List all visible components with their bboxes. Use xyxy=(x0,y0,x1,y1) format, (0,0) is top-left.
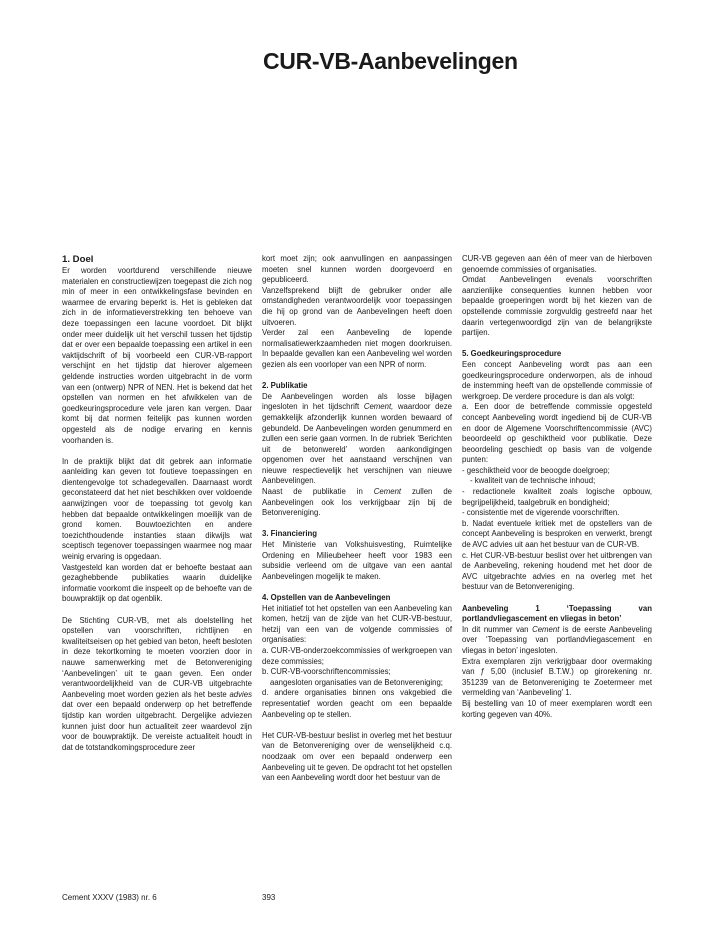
paragraph: Bij bestelling van 10 of meer exemplaren wordt een korting gegeven van 40%. xyxy=(462,698,652,719)
section-heading-financiering: 3. Financiering xyxy=(262,529,318,539)
footer-journal: Cement XXXV (1983) nr. 6 xyxy=(62,893,157,902)
text-column-3 xyxy=(462,254,652,720)
paragraph: Het CUR-VB-bestuur beslist in overleg met het bestuur van de Betonvereniging over de wenselijkheid c.q. noodzaak om over een bepaald onderwerp een Aanbeveling uit te geven. De opdracht tot het opstellen van een Aanbeveling wordt door het bestuur van de xyxy=(262,730,452,783)
paragraph: Verder zal een Aanbeveling de lopende normalisatiewerkzaamheden niet mogen doorkruisen. In bepaalde gevallen kan een Aanbeveling wel worden gezien als een voorloper van een NPR of norm. xyxy=(262,328,452,369)
paragraph: Extra exemplaren zijn verkrijgbaar door overmaking van ƒ 5,00 (inclusief B.T.W.) op girorekening nr. 351239 van de Betonvereniging te Zoetermeer met vermelding van ‘Aanbeveling’ 1. xyxy=(462,656,652,698)
list-item: - kwaliteit van de technische inhoud; xyxy=(470,476,596,486)
page-number: 393 xyxy=(262,893,276,902)
paragraph: In de praktijk blijkt dat dit gebrek aan informatie aanleiding kan geven tot foutieve toepassingen en dientengevolge tot schadegevallen. Daarnaast wordt geconstateerd dat het niet beschikken over voldoende aanwijzingen voor de toepassing tot gevolg kan hebben dat bepaalde ontwikkelingen moeilijk van de grond komen. Bouwtoezichten en andere toezichthoudende instanties staan dikwijls wat sceptisch tegenover toepassingen waarmee nog maar weinig ervaring is opgedaan. xyxy=(62,456,252,562)
paragraph: CUR-VB gegeven aan één of meer van de hierboven genoemde commissies of organisaties. xyxy=(462,254,652,274)
list-item: b. Nadat eventuele kritiek met de opstellers van de concept Aanbeveling is besproken en verwerkt, brengt de AVC advies uit aan het bestuur van de CUR-VB. xyxy=(462,518,652,550)
list-item: - geschiktheid voor de beoogde doelgroep; xyxy=(462,465,610,475)
paragraph: Omdat Aanbevelingen evenals voorschriften aanzienlijke consequenties kunnen hebben voor bepaalde groeperingen wordt bij het kiezen van de opstellende commissie zorgvuldig gestreefd naar het daarin vertegenwoordigd zijn van de belangrijkste partijen. xyxy=(462,275,652,338)
paragraph: Het initiatief tot het opstellen van een Aanbeveling kan komen, hetzij van de zijde van het CUR-VB-bestuur, hetzij van een van de volgende commissies of organisaties: xyxy=(262,603,452,645)
paragraph: Het Ministerie van Volkshuisvesting, Ruimtelijke Ordening en Milieubeheer heeft voor 1983 een subsidie verleend om de uitgave van een aantal Aanbevelingen mogelijk te maken. xyxy=(262,540,452,581)
text-column-1 xyxy=(62,254,252,753)
paragraph: In dit nummer van Cement is de eerste Aanbeveling over ‘Toepassing van portlandvliegascement en vliegas in beton’ ingesloten. xyxy=(462,624,652,655)
paragraph: Er worden voortdurend verschillende nieuwe materialen en constructiewijzen toegepast die zich nog min of meer in een ontwikkelingsfase bevinden en waarmee de ervaring beperkt is. Het is gebleken dat zich in de informatieverstrekking ten behoeve van deze toepassingen een lacune voordoet. Dit blijkt onder meer duidelijk uit het verschil tussen het tijdstip dat er over een bepaalde toepassing een artikel in een vaktijdschrift of bij voorbeeld een CUR-VB-rapport verschijnt en het tijdstip dat hierover algemeen geldende instructies worden uitgebracht in de vorm van een (ontwerp) NPR of NEN. Het is bekend dat het opstellen van normen en het afwikkelen van de goedkeuringsprocedure vele jaren kan vergen. Daar komt bij dat normen feitelijk pas kunnen worden opgesteld als de nodige ervaring en kennis voorhanden is. xyxy=(62,266,252,445)
list-item: a. CUR-VB-onderzoekcommissies of werkgroepen van deze commissies; xyxy=(262,645,452,666)
paragraph: Vanzelfsprekend blijft de gebruiker onder alle omstandigheden verantwoordelijk voor toepassingen die hij op grond van de Aanbevelingen heeft doen uitvoeren. xyxy=(262,285,452,327)
paragraph: De Aanbevelingen worden als losse bijlagen ingesloten in het tijdschrift Cement, waardoor deze gemakkelijk afzonderlijk kunnen worden bewaard of gebundeld. De Aanbevelingen worden genummerd en zullen een serie gaan vormen. In de rubriek ‘Berichten uit de betonwereld’ worden aankondigingen opgenomen over het aanstaand verschijnen van nieuwe respectievelijk het verschijnen van nieuwe Aanbevelingen. xyxy=(262,391,452,486)
paragraph: De Stichting CUR-VB, met als doelstelling het opstellen van voorschriften, richtlijnen en kwaliteitseisen op het gebied van beton, heeft besloten in deze tekortkoming te moeten voorzien door in nauwe samenwerking met de Betonvereniging ‘Aanbevelingen’ uit te gaan geven. Een onder verantwoordelijkheid van de CUR-VB uitgebrachte Aanbeveling moet worden gezien als het beste advies dat over een bepaald onderwerp op het betreffende tijdstip kan worden uitgebracht. Dergelijke adviezen kunnen juist door hun actualiteit zeer waardevol zijn voor de bouwpraktijk. De vereiste actualiteit houdt in dat de totstandkomingsprocedure zeer xyxy=(62,615,252,752)
section-heading-goedkeuring: 5. Goedkeuringsprocedure xyxy=(462,349,562,359)
list-item: c. Het CUR-VB-bestuur beslist over het uitbrengen van de Aanbeveling, rekening houdend met het door de AVC uitgebrachte advies en na overleg met het bestuur van de Betonvereniging. xyxy=(462,550,652,592)
paragraph: Vastgesteld kan worden dat er behoefte bestaat aan gezaghebbende publikaties waarin duidelijke informatie voorkomt die inspeelt op de behoefte van de bouwpraktijk op dat ogenblik. xyxy=(62,562,252,604)
text-column-2 xyxy=(262,254,452,784)
section-heading-publikatie: 2. Publikatie xyxy=(262,381,308,391)
section-heading-aanbeveling-1: Aanbeveling 1 ‘Toepassing van portlandvliegascement en vliegas in beton’ xyxy=(462,603,652,624)
paragraph: kort moet zijn; ook aanvullingen en aanpassingen moeten snel kunnen worden doorgevoerd en gepubliceerd. xyxy=(262,254,452,285)
section-heading-opstellen: 4. Opstellen van de Aanbevelingen xyxy=(262,593,391,602)
list-item: b. CUR-VB-voorschriftencommissies; xyxy=(262,667,391,677)
paragraph: Naast de publikatie in Cement zullen de Aanbevelingen ook los verkrijgbaar zijn bij de Betonvereniging. xyxy=(262,487,452,518)
list-item: - consistentie met de vigerende voorschriften. xyxy=(462,508,620,518)
list-item: d. andere organisaties binnen ons vakgebied die representatief worden geacht om een bepaalde Aanbeveling op te stellen. xyxy=(262,688,452,719)
section-heading-doel: 1. Doel xyxy=(62,254,94,265)
paragraph: Een concept Aanbeveling wordt pas aan een goedkeuringsprocedure onderworpen, als de inhoud de instemming heeft van de opstellende commissie of werkgroep. De verdere procedure is dan als volgt: xyxy=(462,359,652,401)
list-item: a. Een door de betreffende commissie opgesteld concept Aanbeveling wordt ingediend bij de CUR-VB en door de Algemene Voorschriftencommissie (AVC) beoordeeld op geschiktheid voor publikatie. Deze beoordeling geschiedt op basis van de volgende punten: xyxy=(462,402,652,465)
list-item: aangesloten organisaties van de Betonvereniging; xyxy=(270,677,443,687)
page-title: CUR-VB-Aanbevelingen xyxy=(263,48,518,74)
list-item: - redactionele kwaliteit zoals logische opbouw, begrijpelijkheid, taalgebruik en bondigheid; xyxy=(462,487,652,507)
